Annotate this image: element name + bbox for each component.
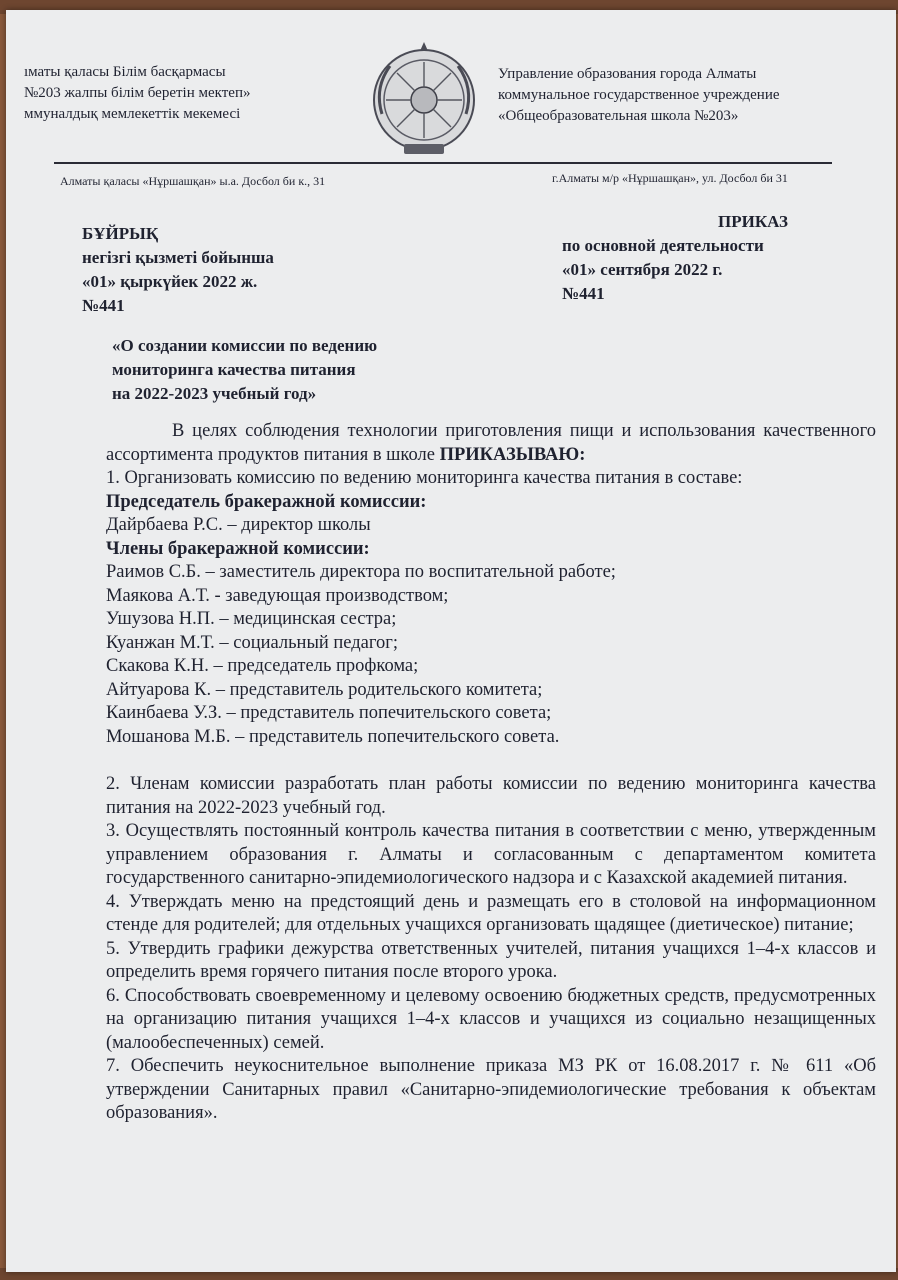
chair-line: Дайрбаева Р.С. – директор школы <box>106 515 371 535</box>
members-heading: Члены бракеражной комиссии: <box>106 538 370 559</box>
member-line: Куанжан М.Т. – социальный педагог; <box>106 632 398 653</box>
intro-emphasis: ПРИКАЗЫВАЮ: <box>439 444 586 465</box>
order-russian-date: «01» сентября 2022 г. <box>562 260 723 279</box>
member-line: Ушузова Н.П. – медицинская сестра; <box>106 609 397 629</box>
order-kazakh-number: №441 <box>82 296 125 315</box>
header-kazakh-line: ıматы қаласы Білім басқармасы <box>24 64 226 80</box>
order-russian-number: №441 <box>562 284 605 303</box>
kazakhstan-emblem-icon <box>368 40 480 156</box>
order-russian-title: ПРИКАЗ <box>718 212 788 231</box>
header-russian-line: коммунальное государственное учреждение <box>498 87 780 103</box>
document-page <box>6 10 896 1272</box>
item-2: 2. Членам комиссии разработать план работы комиссии по ведению мониторинга качества питания на 2022-2023 учебный год. <box>106 774 876 818</box>
header-kazakh-block <box>24 62 344 125</box>
member-line: Каинбаева У.З. – представитель попечительского совета; <box>106 703 552 723</box>
header-kazakh-line: ммуналдық мемлекеттік мекемесі <box>24 106 241 122</box>
header-kazakh-line: №203 жалпы білім беретін мектеп» <box>24 85 251 101</box>
item-6: 6. Способствовать своевременному и целевому освоению бюджетных средств, предусмотренных на организацию питания учащихся 1–4-х классов и учащихся из социально незащищенных (малообеспеченных) семей. <box>106 985 876 1053</box>
order-russian-subtitle: по основной деятельности <box>562 236 764 255</box>
item-7: 7. Обеспечить неукоснительное выполнение приказа МЗ РК от 16.08.2017 г. № 611 «Об утверждении Санитарных правил «Санитарно-эпидемиологические требования к объектам образования». <box>106 1056 876 1123</box>
subject-line: на 2022-2023 учебный год» <box>112 384 317 403</box>
subject-line: мониторинга качества питания <box>112 360 356 379</box>
order-kazakh-title: БҰЙРЫҚ <box>82 224 159 243</box>
member-line: Айтуарова К. – представитель родительского комитета; <box>106 679 543 700</box>
intro-paragraph <box>106 420 876 467</box>
page-bottom-fade <box>6 1232 896 1272</box>
order-kazakh-date: «01» қыркүйек 2022 ж. <box>82 272 258 291</box>
item-4: 4. Утверждать меню на предстоящий день и размещать его в столовой на информационном стенде для родителей; для отдельных учащихся организовать щадящее (диетическое) питание; <box>106 891 876 935</box>
chair-heading: Председатель бракеражной комиссии: <box>106 491 427 512</box>
header-divider <box>54 162 832 164</box>
member-line: Раимов С.Б. – заместитель директора по воспитательной работе; <box>106 562 616 582</box>
member-line: Скакова К.Н. – председатель профкома; <box>106 656 419 676</box>
header-russian-block <box>498 64 878 127</box>
intro-text: В целях соблюдения технологии приготовления пищи и использования качественного ассортимента продуктов питания в школе <box>106 421 876 465</box>
order-kazakh-block <box>82 222 274 318</box>
item-1: 1. Организовать комиссию по ведению мониторинга качества питания в составе: <box>106 468 743 488</box>
subject-line: «О создании комиссии по ведению <box>112 336 378 355</box>
member-line: Мошанова М.Б. – представитель попечительского совета. <box>106 726 560 747</box>
order-kazakh-subtitle: негізгі қызметі бойынша <box>82 248 274 267</box>
header-russian-line: Управление образования города Алматы <box>498 66 757 82</box>
order-subject <box>112 334 377 406</box>
paragraph-gap <box>106 749 876 773</box>
order-russian-block <box>562 210 788 306</box>
member-line: Маякова А.Т. - заведующая производством; <box>106 585 449 606</box>
item-5: 5. Утвердить графики дежурства ответственных учителей, питания учащихся 1–4-х классов и определить время горячего питания после второго урока. <box>106 938 876 982</box>
item-3: 3. Осуществлять постоянный контроль качества питания в соответствии с меню, утвержденным управлением образования г. Алматы и согласованным с департаментом комитета государственного санитарно-эпидемиологического надзора и с Казахской академией питания. <box>106 821 876 888</box>
address-russian: г.Алматы м/р «Нұршашқан», ул. Досбол би 31 <box>552 171 788 185</box>
order-body <box>106 420 876 1126</box>
address-kazakh: Алматы қаласы «Нұршашқан» ы.а. Досбол би к., 31 <box>60 174 326 188</box>
header-russian-line: «Общеобразовательная школа №203» <box>498 108 739 124</box>
